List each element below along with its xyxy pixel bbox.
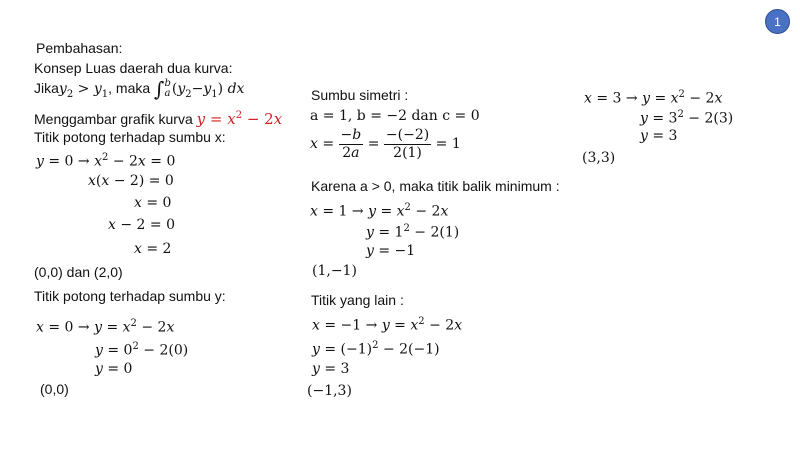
x-axis-label: Titik potong terhadap sumbu x: [34, 129, 226, 145]
math-line: $x = -1 \to y = x^2 - 2x$ [312, 316, 463, 334]
minimum-label: Karena a > 0, maka titik balik minimum : [311, 178, 560, 194]
other-point: (−1,3) [307, 383, 352, 399]
math-line: x = 2 [134, 241, 172, 257]
integral-formula: Jikay$_2$ > $y_1$, maka ∫ b a $(y_2-y_1)$ dx [34, 77, 245, 101]
math-line: $x = 1 \to y = x^2 - 2x$ [310, 202, 449, 220]
math-line: y = −1 [366, 243, 416, 259]
math-line: $y = 1^2 - 2(1)$ [366, 223, 460, 241]
math-line: y = 0 [95, 361, 133, 377]
math-line: x(x − 2) = 0 [88, 173, 174, 189]
math-line: y = 3 [312, 361, 350, 377]
graph-line: Menggambar grafik kurva $y = x^2 - 2x$ [34, 110, 283, 128]
vertex-x-formula: x = $\frac{-b}{2a}$ = $\frac{-(-2)}{2(1)}$ = 1 [310, 126, 461, 161]
math-line: $y = 0^2 - 2(0)$ [95, 341, 189, 359]
math-line: $y = 0 \to x^2 - 2x = 0$ [36, 152, 176, 170]
math-line: y = 3 [640, 128, 678, 144]
math-line: $y = 3^2 - 2(3)$ [640, 109, 734, 127]
math-line: x = 0 [134, 195, 172, 211]
right-point: (3,3) [582, 150, 616, 166]
y-axis-label: Titik potong terhadap sumbu y: [34, 288, 226, 304]
math-line: $x = 3 \to y = x^2 - 2x$ [584, 89, 723, 107]
page-number-badge: 1 [765, 9, 790, 34]
y-intercept: (0,0) [40, 381, 69, 397]
other-points-label: Titik yang lain : [311, 292, 404, 308]
graph-label: Menggambar grafik kurva [34, 111, 193, 127]
symmetry-label: Sumbu simetri : [311, 87, 409, 103]
if-rest: , maka [108, 80, 151, 96]
math-line: $x = 0 \to y = x^2 - 2x$ [36, 318, 175, 336]
math-line: x − 2 = 0 [108, 217, 175, 233]
concept-label: Konsep Luas daerah dua kurva: [34, 60, 233, 76]
math-line: $y = (-1)^2 - 2(-1)$ [312, 340, 440, 358]
x-intercepts: (0,0) dan (2,0) [34, 264, 123, 280]
coefficients: a = 1, b = −2 dan c = 0 [310, 108, 480, 124]
heading: Pembahasan: [36, 40, 123, 56]
minimum-point: (1,−1) [312, 263, 357, 279]
if-word: Jika [34, 80, 59, 96]
